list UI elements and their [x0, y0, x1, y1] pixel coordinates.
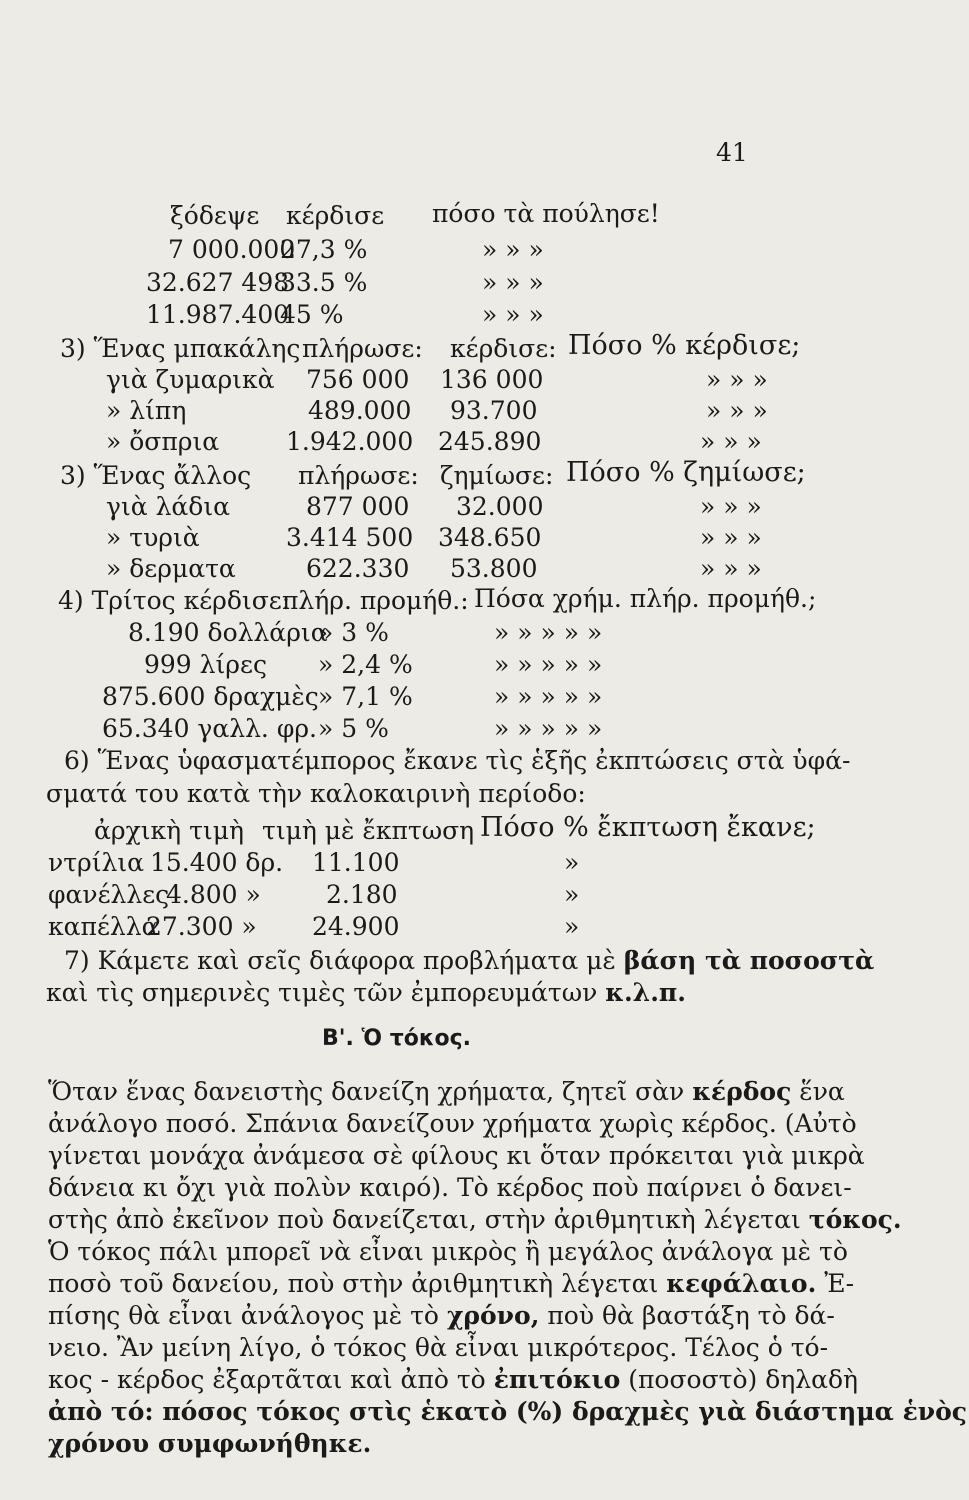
- problem6-row2-discounted: 2.180: [326, 880, 398, 909]
- para-line-1-end: ἕνα: [791, 1077, 845, 1106]
- problem4-row4-ditto: » » » » »: [494, 714, 603, 743]
- para-line-2: ἀνάλογο ποσό. Σπάνια δανείζουν χρήματα χωρὶς κέρδος. (Αὐτὸ: [48, 1109, 857, 1138]
- para-line-1: [48, 1076, 845, 1108]
- problem3a-label: 3) Ἕνας μπακάλης: [60, 334, 301, 363]
- table1-row1-ditto: » » »: [482, 235, 544, 264]
- para-line-1-text: Ὅταν ἕνας δανειστὴς δανείζη χρήματα, ζητεῖ σὰν: [48, 1077, 693, 1106]
- problem6-row2-item: φανέλλες: [48, 880, 170, 909]
- problem3a-row3-item: » ὄσπρια: [106, 427, 220, 456]
- para-line-7-end: Ἐ-: [816, 1269, 855, 1298]
- problem6-line2: σματά του κατὰ τὴν καλοκαιρινὴ περίοδο:: [46, 779, 586, 808]
- para-term-kefalaio: κεφάλαιο.: [666, 1269, 817, 1298]
- problem6-row3-discounted: 24.900: [312, 912, 400, 941]
- problem6-line1: 6) Ἕνας ὑφασματέμπορος ἔκανε τὶς ἑξῆς ἐκπτώσεις στὰ ὑφά-: [64, 746, 851, 775]
- problem7-line2-emphasis: κ.λ.π.: [605, 978, 686, 1007]
- para-line-9: νειο. Ἂν μείνη λίγο, ὁ τόκος θὰ εἶναι μικρότερος. Τέλος ὁ τό-: [48, 1333, 829, 1362]
- table1-row2-spent: 32.627 498: [146, 268, 290, 297]
- problem3b-row1-loss: 32.000: [456, 492, 544, 521]
- table1-row2-gain: 33.5 %: [280, 268, 368, 297]
- problem4-header-question: Πόσα χρήμ. πλήρ. προμήθ.;: [474, 584, 817, 613]
- problem4-header-commission: πλήρ. προμήθ.:: [282, 586, 469, 615]
- problem3a-header-question: Πόσο % κέρδισε;: [568, 330, 801, 361]
- problem3b-row3-loss: 53.800: [450, 554, 538, 583]
- problem4-row4-amount: 65.340 γαλλ. φρ.: [102, 714, 317, 743]
- problem6-row2-initial: 4.800 »: [166, 880, 261, 909]
- problem4-row1-rate: » 3 %: [318, 618, 389, 647]
- problem4-row1-amount: 8.190 δολλάρια: [128, 618, 328, 647]
- problem4-row1-ditto: » » » » »: [494, 618, 603, 647]
- problem3a-row3-ditto: » » »: [700, 427, 762, 456]
- table1-row2-ditto: » » »: [482, 268, 544, 297]
- problem4-label: 4) Τρίτος κέρδισε:: [58, 586, 291, 615]
- problem3a-row1-profit: 136 000: [440, 365, 544, 394]
- problem3b-row1-item: γιὰ λάδια: [106, 492, 231, 521]
- table1-header-sold: πόσο τὰ πούλησε!: [432, 199, 660, 228]
- problem7-line1: [64, 948, 874, 973]
- para-term-chrono: χρόνο,: [446, 1301, 540, 1330]
- problem3b-row1-ditto: » » »: [700, 492, 762, 521]
- para-line-8: [48, 1300, 835, 1332]
- table1-row3-gain: 45 %: [280, 300, 344, 329]
- problem4-row3-ditto: » » » » »: [494, 682, 603, 711]
- table1-row1-gain: 27,3 %: [280, 235, 368, 264]
- problem6-row3-initial: 27.300 »: [146, 912, 257, 941]
- problem6-row1-discounted: 11.100: [312, 848, 400, 877]
- para-term-kerdos: κέρδος: [692, 1077, 792, 1106]
- para-line-4: δάνεια κι ὄχι γιὰ πολὺν καιρό). Τὸ κέρδος ποὺ παίρνει ὁ δανει-: [48, 1173, 852, 1202]
- problem3b-row3-ditto: » » »: [700, 554, 762, 583]
- problem3b-row2-item: » τυριὰ: [106, 523, 200, 552]
- problem3a-header-paid: πλήρωσε:: [302, 334, 423, 363]
- problem3b-header-loss: ζημίωσε:: [440, 461, 554, 490]
- table1-header-gain: κέρδισε: [286, 201, 385, 230]
- problem4-row3-rate: » 7,1 %: [318, 682, 413, 711]
- para-line-7-text: ποσὸ τοῦ δανείου, ποὺ στὴν ἀριθμητικὴ λέγεται: [48, 1269, 667, 1298]
- problem7-line2-text: καὶ τὶς σημερινὲς τιμὲς τῶν ἐμπορευμάτων: [46, 978, 606, 1007]
- problem3b-label: 3) Ἕνας ἄλλος: [60, 461, 252, 490]
- problem3a-header-profit: κέρδισε:: [450, 334, 557, 363]
- problem6-header-initial: ἀρχικὴ τιμὴ: [94, 816, 244, 845]
- para-term-epitokio: ἐπιτόκιο: [493, 1365, 621, 1394]
- problem3a-row2-paid: 489.000: [308, 396, 412, 425]
- table1-header-spent: ξόδεψε: [170, 201, 260, 230]
- problem6-header-question: Πόσο % ἔκπτωση ἔκανε;: [480, 812, 816, 843]
- problem6-row1-initial: 15.400 δρ.: [150, 848, 284, 877]
- problem3b-header-paid: πλήρωσε:: [298, 461, 419, 490]
- problem3a-row3-paid: 1.942.000: [286, 427, 414, 456]
- problem3a-row2-ditto: » » »: [706, 396, 768, 425]
- para-line-8-end: ποὺ θὰ βαστάξη τὸ δά-: [539, 1301, 835, 1330]
- problem3b-row1-paid: 877 000: [306, 492, 410, 521]
- problem6-row1-item: ντρίλια: [48, 848, 145, 877]
- problem3a-row1-paid: 756 000: [306, 365, 410, 394]
- problem6-row3-item: καπέλλα: [48, 912, 159, 941]
- para-line-8-text: πίσης θὰ εἶναι ἀνάλογος μὲ τὸ: [48, 1301, 447, 1330]
- para-line-10-end: (ποσοστὸ) δηλαδὴ: [620, 1365, 859, 1394]
- problem6-row2-ditto: »: [564, 880, 580, 909]
- problem4-row4-rate: » 5 %: [318, 714, 389, 743]
- problem3b-row2-loss: 348.650: [438, 523, 542, 552]
- problem7-line1-text: 7) Κάμετε καὶ σεῖς διάφορα προβλήματα μὲ: [64, 946, 624, 975]
- problem6-header-discounted: τιμὴ μὲ ἔκπτωση: [262, 816, 475, 845]
- para-term-tokos: τόκος.: [808, 1205, 902, 1234]
- table1-row3-spent: 11.987.400: [146, 300, 290, 329]
- para-line-7: [48, 1268, 855, 1300]
- problem3a-row2-item: » λίπη: [106, 396, 187, 425]
- para-line-12: χρόνου συμφωνήθηκε.: [48, 1429, 372, 1458]
- problem4-row3-amount: 875.600 δραχμὲς: [102, 682, 319, 711]
- problem4-row2-ditto: » » » » »: [494, 650, 603, 679]
- problem4-row2-amount: 999 λίρες: [144, 650, 267, 679]
- page-number: 41: [716, 138, 748, 167]
- problem3b-header-question: Πόσο % ζημίωσε;: [566, 457, 806, 488]
- problem6-row1-ditto: »: [564, 848, 580, 877]
- problem3a-row1-ditto: » » »: [706, 365, 768, 394]
- table1-row1-spent: 7 000.000: [168, 235, 296, 264]
- problem4-row2-rate: » 2,4 %: [318, 650, 413, 679]
- problem6-row3-ditto: »: [564, 912, 580, 941]
- table1-row3-ditto: » » »: [482, 300, 544, 329]
- para-line-6: Ὁ τόκος πάλι μπορεῖ νὰ εἶναι μικρὸς ἢ μεγάλος ἀνάλογα μὲ τὸ: [48, 1237, 848, 1266]
- problem3a-row2-profit: 93.700: [450, 396, 538, 425]
- problem7-line2: [46, 980, 686, 1005]
- section-title: Β'. Ὁ τόκος.: [322, 1026, 472, 1051]
- para-line-5: [48, 1204, 902, 1236]
- problem3a-row1-item: γιὰ ζυμαρικὰ: [106, 365, 275, 394]
- para-line-10-text: κος - κέρδος ἐξαρτᾶται καὶ ἀπὸ τὸ: [48, 1365, 494, 1394]
- para-line-10: [48, 1364, 859, 1396]
- problem3b-row2-paid: 3.414 500: [286, 523, 414, 552]
- problem3b-row3-item: » δερματα: [106, 554, 236, 583]
- problem3a-row3-profit: 245.890: [438, 427, 542, 456]
- para-line-3: γίνεται μονάχα ἀνάμεσα σὲ φίλους κι ὅταν πρόκειται γιὰ μικρὰ: [48, 1141, 865, 1170]
- problem7-line1-emphasis: βάση τὰ ποσοστὰ: [623, 946, 875, 975]
- para-line-11: ἀπὸ τό: πόσος τόκος στὶς ἑκατὸ (%) δραχμὲς γιὰ διάστημα ἑνὸς: [48, 1397, 968, 1426]
- problem3b-row3-paid: 622.330: [306, 554, 410, 583]
- para-line-5-text: στὴς ἀπὸ ἐκεῖνον ποὺ δανείζεται, στὴν ἀριθμητικὴ λέγεται: [48, 1205, 809, 1234]
- interest-paragraph: [48, 1076, 968, 1460]
- problem3b-row2-ditto: » » »: [700, 523, 762, 552]
